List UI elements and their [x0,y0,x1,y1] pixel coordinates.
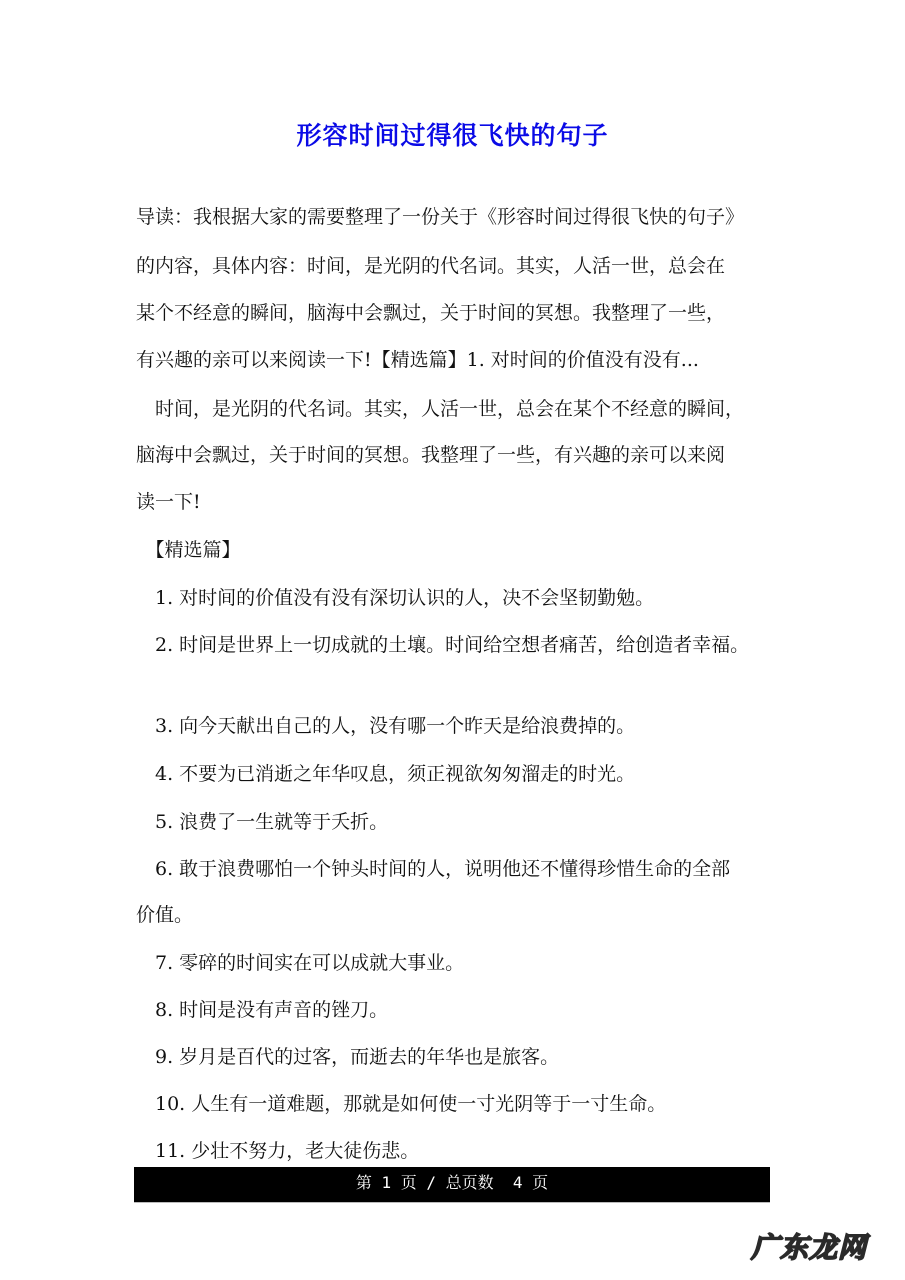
list-item: 3. 向今天献出自己的人，没有哪一个昨天是给浪费掉的。 [136,715,636,737]
list-item: 2. 时间是世界上一切成就的土壤。时间给空想者痛苦，给创造者幸福。 [136,634,750,656]
body-line: 读一下! [136,491,201,513]
list-item: 4. 不要为已消逝之年华叹息，须正视欲匆匆溜走的时光。 [136,763,636,785]
intro-line: 有兴趣的亲可以来阅读一下!【精选篇】1. 对时间的价值没有没有... [136,349,699,371]
list-item: 11. 少壮不努力，老大徒伤悲。 [136,1140,420,1162]
page-title: 形容时间过得很飞快的句子 [296,121,609,150]
list-item: 7. 零碎的时间实在可以成就大事业。 [136,952,465,974]
body-line: 时间，是光阴的代名词。其实，人活一世，总会在某个不经意的瞬间， [136,398,745,420]
section-heading: 【精选篇】 [136,539,241,561]
list-item: 9. 岁月是百代的过客，而逝去的年华也是旅客。 [136,1046,560,1068]
intro-line: 的内容，具体内容：时间，是光阴的代名词。其实，人活一世，总会在 [136,255,726,277]
list-item: 10. 人生有一道难题，那就是如何使一寸光阴等于一寸生命。 [136,1093,667,1115]
watermark-logo: 广东龙网 [750,1231,867,1264]
intro-line: 某个不经意的瞬间，脑海中会飘过，关于时间的冥想。我整理了一些， [136,302,726,324]
list-item: 1. 对时间的价值没有没有深切认识的人，决不会坚韧勤勉。 [136,587,655,609]
list-item-continuation: 价值。 [136,904,194,926]
list-item: 6. 敢于浪费哪怕一个钟头时间的人，说明他还不懂得珍惜生命的全部 [136,858,731,880]
list-item: 5. 浪费了一生就等于夭折。 [136,811,389,833]
page-indicator: 第 1 页 / 总页数 4 页 [355,1173,549,1192]
page-footer-bar [134,1167,770,1203]
intro-line: 导读：我根据大家的需要整理了一份关于《形容时间过得很飞快的句子》 [136,206,745,228]
body-line: 脑海中会飘过，关于时间的冥想。我整理了一些，有兴趣的亲可以来阅 [136,444,726,466]
list-item: 8. 时间是没有声音的锉刀。 [136,999,389,1021]
